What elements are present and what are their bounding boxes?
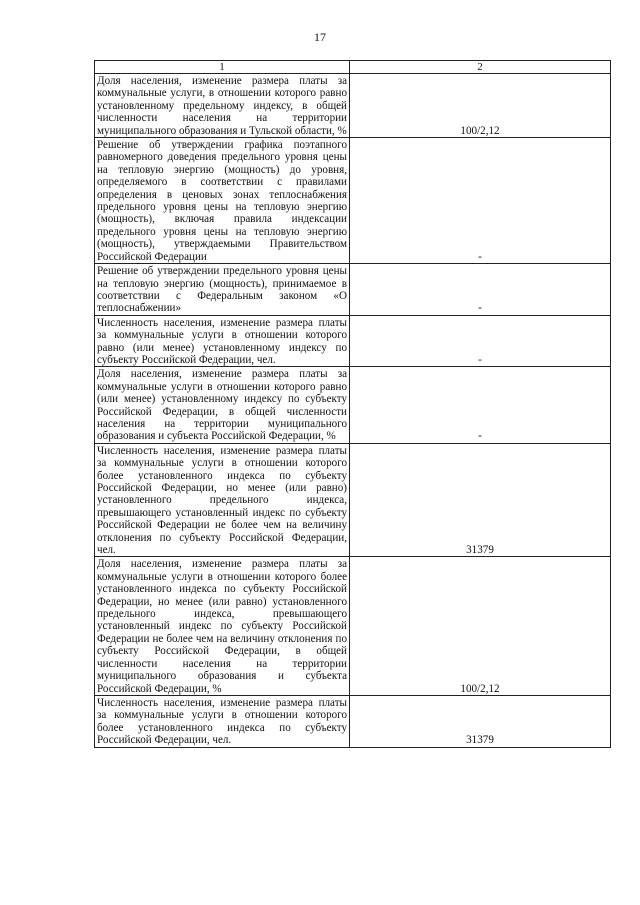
table-row [95,695,611,747]
column-header-2: 2 [350,61,611,74]
row-value: - [350,138,611,264]
row-value: - [350,367,611,443]
row-description: Решение об утверждении предельного уровня цены на тепловую энергию (мощность), принимаемое в соответствии с Федеральным законом «О теплоснабжении» [95,264,350,316]
data-table [94,60,611,748]
row-value: 31379 [350,695,611,747]
row-description: Доля населения, изменение размера платы за коммунальные услуги в отношении которого равно (или менее) установленному индексу по субъекту Российской Федерации, в общей численности населения на территории муниципального образования и субъекта Российской Федерации, % [95,367,350,443]
table-row [95,138,611,264]
row-description: Численность населения, изменение размера платы за коммунальные услуги в отношении которого более установленного индекса по субъекту Российской Федерации, но менее (или равно) установленного предельного индекса, превышающего установленный индекс по субъекту Российской Федерации не более чем на величину отклонения по субъекту Российской Федерации, чел. [95,443,350,557]
table-row [95,264,611,316]
table-row [95,74,611,138]
row-value: 31379 [350,443,611,557]
table-row [95,315,611,367]
column-header-1: 1 [95,61,350,74]
row-value: - [350,315,611,367]
row-description: Доля населения, изменение размера платы за коммунальные услуги в отношении которого более установленного индекса по субъекту Российской Федерации, но менее (или равно) установленного предельного индекса, превышающего установленный индекс по субъекту Российской Федерации не более чем на величину отклонения по субъекту Российской Федерации, в общей численности населения на территории муниципального образования и субъекта Российской Федерации, % [95,557,350,695]
table-row [95,367,611,443]
row-value: 100/2,12 [350,557,611,695]
row-value: 100/2,12 [350,74,611,138]
table-header-row [95,61,611,74]
row-description: Решение об утверждении графика поэтапного равномерного доведения предельного уровня цены на тепловую энергию (мощность) до уровня, определяемого в соответствии с правилами определения в ценовых зонах теплоснабжения предельного уровня цены на тепловую энергию (мощность), включая правила индексации предельного уровня цены на тепловую энергию (мощность), утверждаемыми Правительством Российской Федерации [95,138,350,264]
table-row [95,443,611,557]
row-description: Доля населения, изменение размера платы за коммунальные услуги, в отношении которого равно установленному предельному индексу, в общей численности населения на территории муниципального образования и Тульской области, % [95,74,350,138]
row-description: Численность населения, изменение размера платы за коммунальные услуги в отношении которого равно (или менее) установленному индексу по субъекту Российской Федерации, чел. [95,315,350,367]
row-description: Численность населения, изменение размера платы за коммунальные услуги в отношении которого более установленного индекса по субъекту Российской Федерации, чел. [95,695,350,747]
page-number: 17 [314,30,326,44]
row-value: - [350,264,611,316]
table-row [95,557,611,695]
